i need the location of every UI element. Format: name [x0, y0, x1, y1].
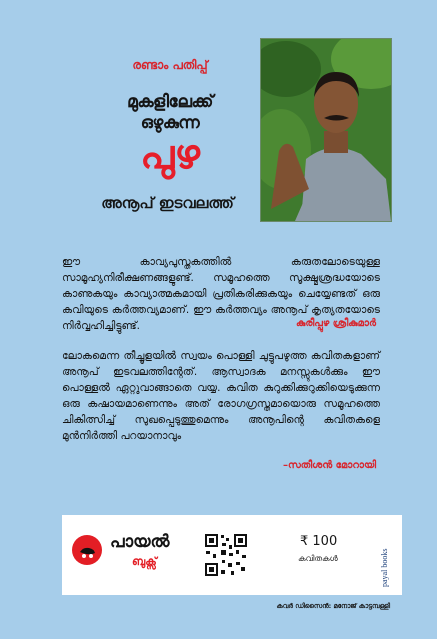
title-line-1: മുകളിലേക്ക്	[127, 92, 213, 112]
blurb-1-signature: കുരീപ്പുഴ ശ്രീകുമാർ	[295, 318, 376, 329]
edition-label: രണ്ടാം പതിപ്പ്	[132, 58, 208, 72]
author-photo-illustration	[261, 39, 391, 221]
back-cover-strip	[62, 515, 402, 595]
title-line-3: പുഴ	[140, 132, 200, 178]
price-label: ₹ 100	[300, 534, 338, 549]
cover-design-credit: കവർ ഡിസൈൻ: മനോജ് കാട്ടമ്പള്ളി	[276, 602, 390, 610]
genre-label: കവിതകൾ	[298, 554, 338, 563]
author-photo	[260, 38, 392, 222]
title-line-2: ഒഴുകുന്ന	[140, 113, 200, 133]
blurb-1-text: ഈ കാവ്യപുസ്തകത്തിൽ കരുതലോടെയുള്ള സാമൂഹ്യനിരീക്ഷണങ്ങളുണ്ട്. സമൂഹത്തെ സൂക്ഷ്മശ്രദ്ധയോടെ കാണുകയും കാവ്യാത്മകമായി പ്രതികരിക്കുകയും ചെയ്യേണ്ടത് ഒരു കവിയുടെ കർത്തവ്യമാണ്. ഈ കർത്തവ്യം അനൂപ് കൃത്യതയോടെ നിർവ്വഹിച്ചിട്ടുണ്ട്.	[62, 256, 380, 332]
blurb-2-text: ലോകമെന്ന തീച്ചൂളയിൽ സ്വയം പൊള്ളി ചുട്ടുപഴുത്ത കവിതകളാണ് അനൂപ് ഇടവലത്തിന്റേത്. ആസ്വാദക മനസ്സുകൾക്കും ഈ പൊള്ളൽ ഏറ്റുവാങ്ങാതെ വയ്യ. കവിത കുറുക്കിക്കുറുക്കിയെടുക്കുന്ന ഒരു കഷായമാണെന്നും അത് രോഗഗ്രസ്തമായൊരു സമൂഹത്തെ ചികിത്സിച്ച് സുഖപ്പെടുത്തുമെന്നും അനൂപിന്റെ കവിതകളെ മുൻനിർത്തി പറയാനാവും	[62, 350, 380, 442]
qr-code-graphic	[204, 533, 248, 577]
blurb-2-signature: –സതീശൻ മോറായി	[282, 460, 376, 471]
author-name: അനൂപ് ഇടവലത്ത്	[101, 194, 234, 212]
publisher-logo-shape	[72, 535, 102, 565]
qr-code-icon	[204, 533, 248, 577]
side-brand	[378, 521, 396, 589]
publisher-logo-icon	[72, 535, 102, 565]
publisher-sub: ബുക്സ്	[132, 555, 157, 568]
publisher-name: പായൽ	[110, 532, 170, 552]
side-brand-text: payal books	[380, 548, 389, 587]
